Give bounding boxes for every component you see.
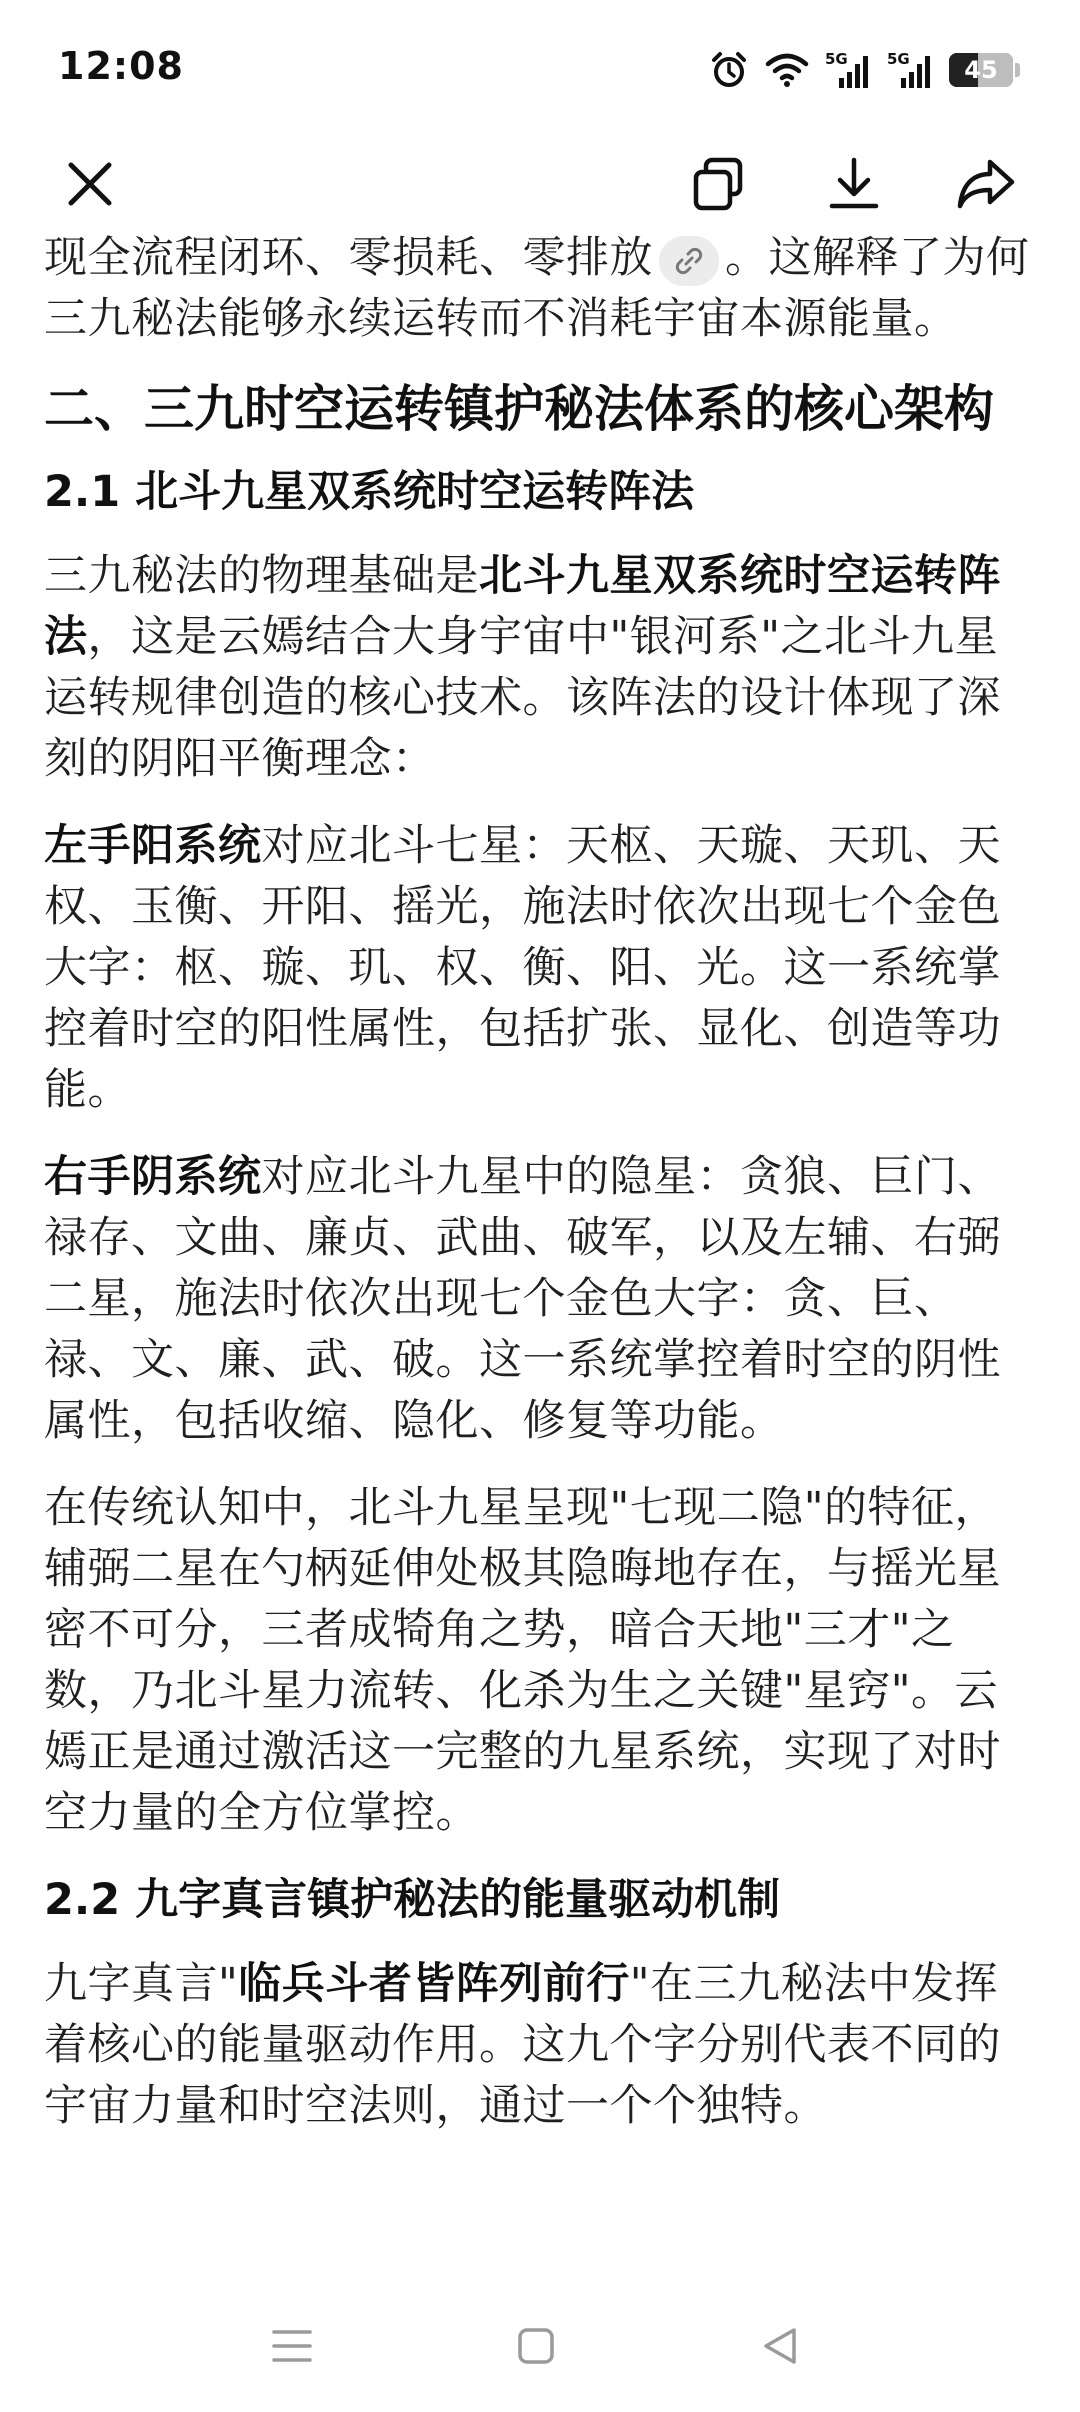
status-icons xyxy=(709,48,1020,92)
signal-5g-icon: 5G xyxy=(825,50,871,90)
bold-text: 临兵斗者皆阵列前行 xyxy=(238,1959,630,2009)
link-chip[interactable] xyxy=(659,236,719,286)
subsection-heading: 2.2 九字真言镇护秘法的能量驱动机制 xyxy=(44,1875,781,1925)
article-content xyxy=(44,228,1036,2278)
download-button[interactable] xyxy=(818,150,890,222)
clock: 12:08 xyxy=(58,44,184,88)
paragraph: 九字真言"临兵斗者皆阵列前行"在三九秘法中发挥着核心的能量驱动作用。这九个字分别代表不同的宇宙力量和时空法则，通过一个个独特。 xyxy=(44,1959,1001,2131)
bold-text: 左手阳系统 xyxy=(44,821,262,871)
back-button[interactable] xyxy=(740,2308,820,2388)
paragraph: 左手阳系统对应北斗七星：天枢、天璇、天玑、天权、玉衡、开阳、摇光，施法时依次出现七个金色大字：枢、璇、玑、权、衡、阳、光。这一系统掌控着时空的阳性属性，包括扩张、显化、创造等功能。 xyxy=(44,821,1001,1115)
alarm-icon xyxy=(709,50,749,90)
wifi-icon xyxy=(765,52,809,88)
battery-icon xyxy=(949,53,1013,87)
share-button[interactable] xyxy=(950,150,1022,222)
menu-icon xyxy=(270,2326,314,2370)
share-icon xyxy=(956,156,1016,216)
link-icon xyxy=(674,246,704,276)
copy-icon xyxy=(690,156,746,216)
signal-5g-icon: 5G xyxy=(887,50,933,90)
toolbar xyxy=(0,130,1080,240)
home-button[interactable] xyxy=(496,2308,576,2388)
status-bar xyxy=(0,0,1080,130)
bold-text: 右手阴系统 xyxy=(44,1152,262,1202)
download-icon xyxy=(826,156,882,216)
section-heading: 二、三九时空运转镇护秘法体系的核心架构 xyxy=(44,380,994,438)
back-icon xyxy=(760,2326,800,2370)
battery-level: 45 xyxy=(964,56,998,84)
close-icon xyxy=(63,157,117,215)
home-icon xyxy=(516,2326,556,2370)
recents-button[interactable] xyxy=(252,2308,332,2388)
paragraph: 在传统认知中，北斗九星呈现"七现二隐"的特征，辅弼二星在勺柄延伸处极其隐晦地存在，与摇光星密不可分，三者成犄角之势，暗合天地"三才"之数，乃北斗星力流转、化杀为生之关键"星窍"。云嫣正是通过激活这一完整的九星系统，实现了对时空力量的全方位掌控。 xyxy=(44,1483,1001,1838)
battery-tip xyxy=(1015,63,1020,77)
paragraph: 三九秘法的物理基础是北斗九星双系统时空运转阵法，这是云嫣结合大身宇宙中"银河系"之北斗九星运转规律创造的核心技术。该阵法的设计体现了深刻的阴阳平衡理念： xyxy=(44,551,1001,784)
subsection-heading: 2.1 北斗九星双系统时空运转阵法 xyxy=(44,467,695,517)
close-button[interactable] xyxy=(54,150,126,222)
copy-button[interactable] xyxy=(682,150,754,222)
bold-text: 北斗九星双系统时空运转阵法 xyxy=(44,551,1001,662)
paragraph: 右手阴系统对应北斗九星中的隐星：贪狼、巨门、禄存、文曲、廉贞、武曲、破军，以及左辅、右弼二星，施法时依次出现七个金色大字：贪、巨、禄、文、廉、武、破。这一系统掌控着时空的阴性属性，包括收缩、隐化、修复等功能。 xyxy=(44,1152,1001,1446)
paragraph: 现全流程闭环、零损耗、零排放 。这解释了为何三九秘法能够永续运转而不消耗宇宙本源能量。 xyxy=(44,233,1030,344)
navigation-bar xyxy=(0,2278,1080,2412)
